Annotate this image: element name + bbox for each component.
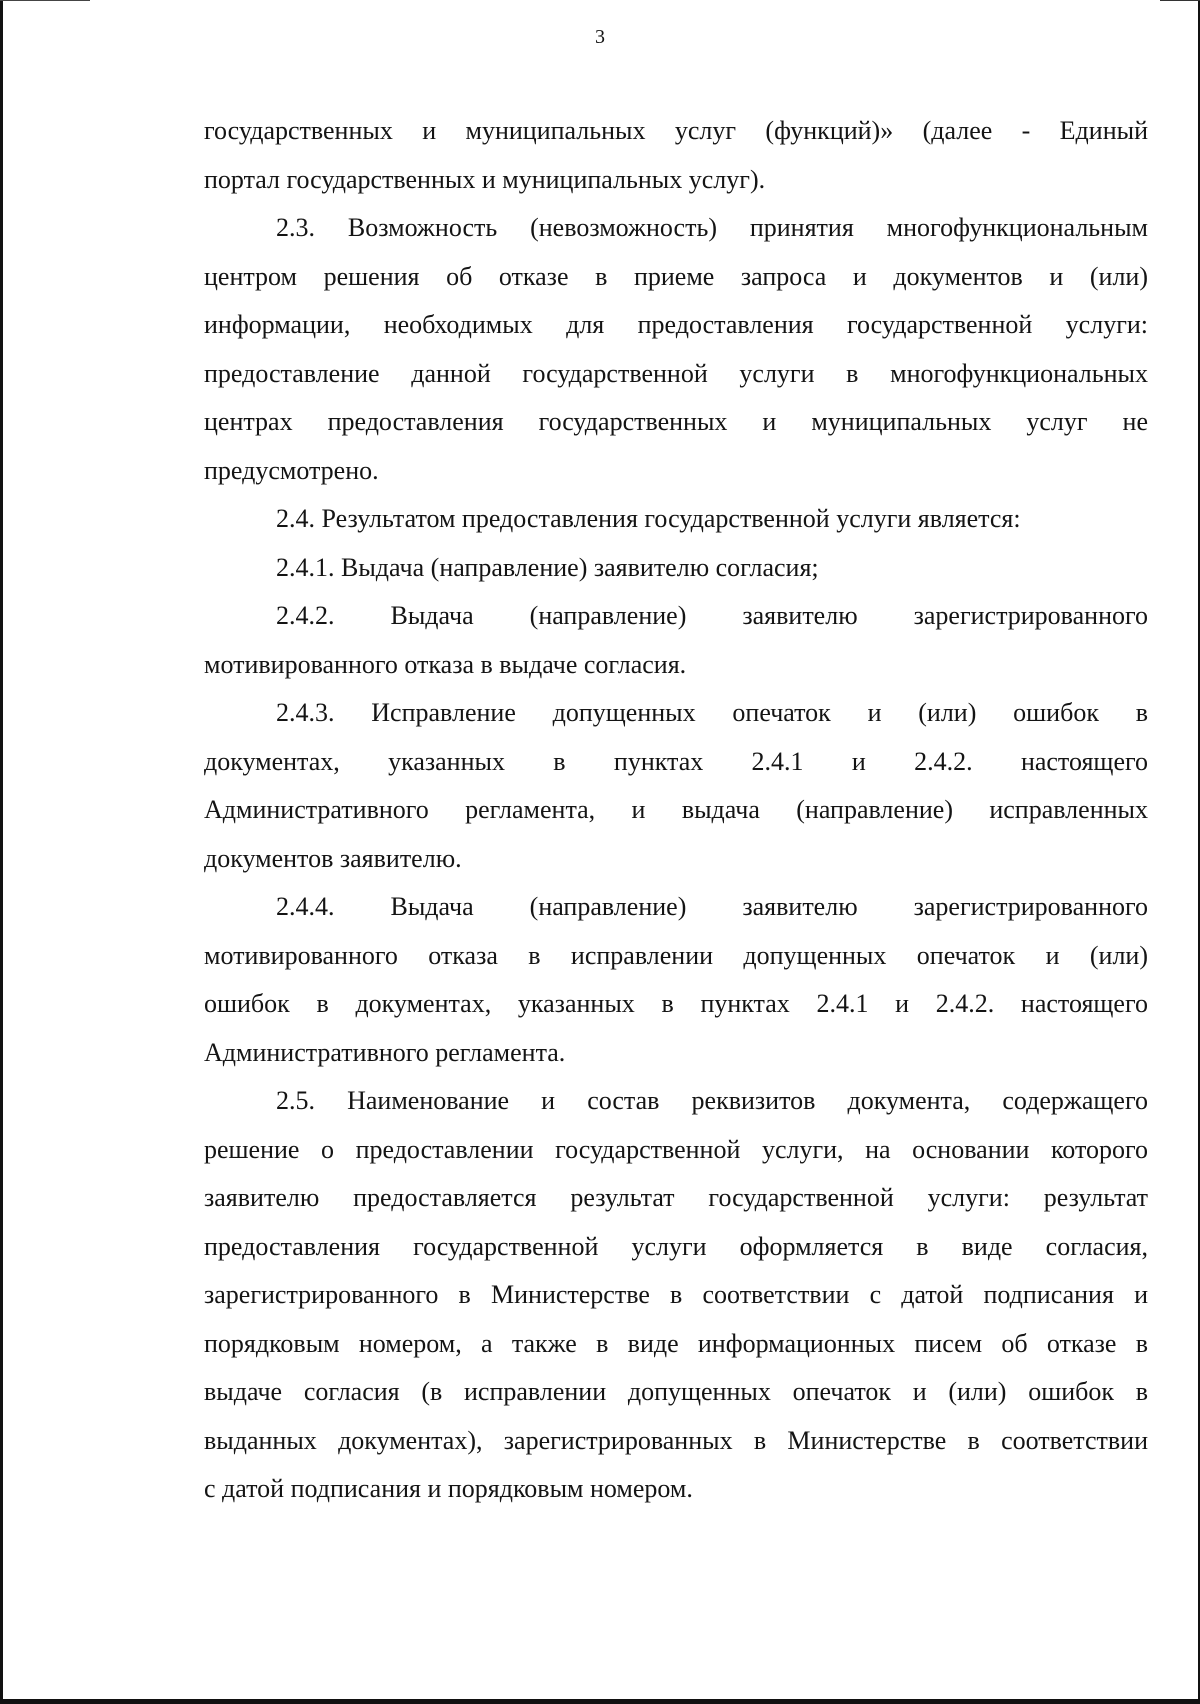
text-line: центром решения об отказе в приеме запроса и документов и (или) [204, 261, 1148, 291]
text-line: 2.5. Наименование и состав реквизитов документа, содержащего [276, 1086, 1148, 1115]
text-line: портал государственных и муниципальных услуг). [204, 164, 766, 194]
text-line: Административного регламента, и выдача (направление) исправленных [204, 795, 1148, 824]
paragraph-2-4-2 [204, 592, 1148, 689]
text-line: ошибок в документах, указанных в пунктах 2.4.1 и 2.4.2. настоящего [204, 989, 1148, 1018]
text-line: предоставления государственной услуги оформляется в виде согласия, [204, 1231, 1148, 1261]
paragraph-2-5 [204, 1077, 1148, 1514]
text-line: 2.4. Результатом предоставления государственной услуги является: [276, 504, 1021, 533]
text-line: предоставление данной государственной услуги в многофункциональных [204, 358, 1148, 388]
text-line: порядковым номером, а также в виде информационных писем об отказе в [204, 1328, 1148, 1358]
text-line: мотивированного отказа в выдаче согласия. [204, 649, 687, 679]
text-line: Административного регламента. [204, 1037, 566, 1067]
text-line: документах, указанных в пунктах 2.4.1 и 2.4.2. настоящего [204, 746, 1148, 776]
scan-left-edge [0, 0, 3, 1704]
scan-top-edge [1160, 0, 1200, 1]
text-line: 2.4.1. Выдача (направление) заявителю согласия; [276, 552, 819, 582]
text-line: 2.4.4. Выдача (направление) заявителю зарегистрированного [276, 892, 1148, 921]
text-line: 2.3. Возможность (невозможность) принятия многофункциональным [276, 213, 1148, 242]
text-line: центрах предоставления государственных и муниципальных услуг не [204, 407, 1148, 436]
scan-top-left-edge [0, 0, 90, 1]
text-line: информации, необходимых для предоставления государственной услуги: [204, 310, 1148, 339]
paragraph-2-4 [204, 495, 1148, 544]
paragraph-2-4-1 [204, 544, 1148, 593]
text-line: мотивированного отказа в исправлении допущенных опечаток и (или) [204, 940, 1148, 970]
text-line: заявителю предоставляется результат государственной услуги: результат [204, 1183, 1148, 1212]
scan-bottom-edge [0, 1699, 1200, 1704]
text-line: документов заявителю. [204, 843, 462, 873]
paragraph-2-4-4 [204, 883, 1148, 1077]
document-body [204, 107, 1148, 1514]
text-line: решение о предоставлении государственной услуги, на основании которого [204, 1134, 1148, 1164]
text-line: 2.4.3. Исправление допущенных опечаток и (или) ошибок в [276, 698, 1148, 727]
text-line: выданных документах), зарегистрированных в Министерстве в соответствии [204, 1425, 1148, 1455]
page-number: 3 [595, 26, 605, 48]
text-line: выдаче согласия (в исправлении допущенных опечаток и (или) ошибок в [204, 1377, 1148, 1406]
text-line: с датой подписания и порядковым номером. [204, 1474, 693, 1503]
paragraph-continuation [204, 107, 1148, 204]
paragraph-2-3 [204, 204, 1148, 495]
text-line: зарегистрированного в Министерстве в соответствии с датой подписания и [204, 1280, 1148, 1309]
paragraph-2-4-3 [204, 689, 1148, 883]
text-line: государственных и муниципальных услуг (функций)» (далее - Единый [204, 116, 1148, 145]
text-line: 2.4.2. Выдача (направление) заявителю зарегистрированного [276, 601, 1148, 630]
text-line: предусмотрено. [204, 455, 379, 485]
